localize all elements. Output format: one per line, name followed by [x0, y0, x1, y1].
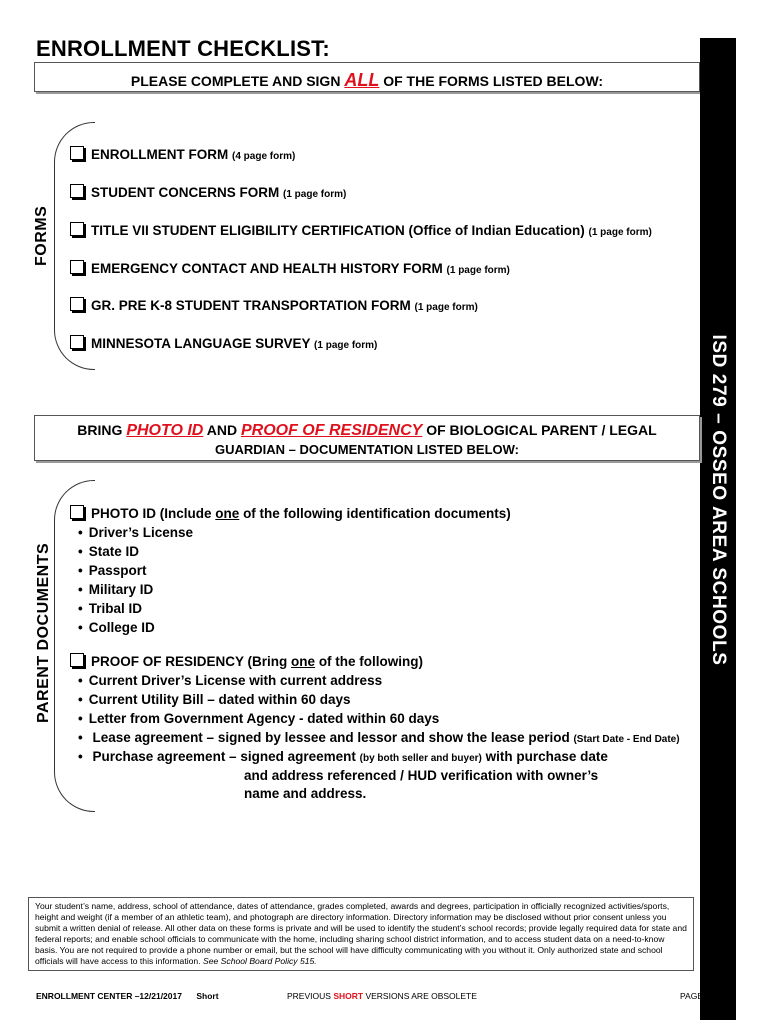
form-item-note: (1 page form) [588, 227, 652, 238]
notice-policy: See School Board Policy 515. [202, 956, 317, 966]
form-item-note: (1 page form) [314, 340, 378, 351]
form-item-label: EMERGENCY CONTACT AND HEALTH HISTORY FORM [91, 261, 443, 276]
footer-center-pre: PREVIOUS [287, 991, 331, 1001]
form-item-note: (1 page form) [283, 189, 347, 200]
form-item-emergency-contact[interactable] [70, 260, 510, 276]
form-item-student-concerns[interactable] [70, 184, 346, 200]
checkbox-icon[interactable] [70, 505, 84, 519]
banner-pre: BRING [77, 422, 123, 438]
form-item-transportation[interactable] [70, 297, 478, 313]
page-title: ENROLLMENT CHECKLIST: [36, 36, 330, 61]
form-item-label: STUDENT CONCERNS FORM [91, 185, 280, 200]
footer-center-emph: SHORT [333, 991, 364, 1001]
proof-of-residency-item[interactable] [70, 653, 423, 669]
checkbox-icon[interactable] [70, 335, 84, 349]
residency-pre: PROOF OF RESIDENCY (Bring [91, 654, 288, 669]
footer-enrollment-center: ENROLLMENT CENTER –12/21/2017 [36, 991, 182, 1001]
form-item-label: TITLE VII STUDENT ELIGIBILITY CERTIFICATION (Office of Indian Education) [91, 223, 585, 238]
form-item-note: (1 page form) [446, 265, 510, 276]
purchase-note: (by both seller and buyer) [359, 753, 482, 764]
footer-short-tag: Short [196, 991, 219, 1001]
form-item-label: MINNESOTA LANGUAGE SURVEY [91, 336, 311, 351]
footer-center [287, 991, 477, 1001]
checkbox-icon[interactable] [70, 146, 84, 160]
photo-id-pre: PHOTO ID (Include [91, 506, 212, 521]
forms-section-label: FORMS [33, 205, 50, 266]
directory-information-notice [28, 897, 694, 971]
form-item-label: GR. PRE K-8 STUDENT TRANSPORTATION FORM [91, 298, 411, 313]
purchase-text2: with purchase date [485, 749, 608, 764]
purchase-text: Purchase agreement – signed agreement [92, 749, 356, 764]
photo-id-post: of the following identification documents) [243, 506, 511, 521]
list-item: • Driver’s License [78, 525, 193, 540]
instruction-emphasis: ALL [344, 70, 380, 90]
lease-agreement-item [78, 730, 680, 745]
parent-documents-banner [34, 415, 700, 461]
list-item: • Current Utility Bill – dated within 60 days [78, 692, 351, 707]
form-item-label: ENROLLMENT FORM [91, 147, 229, 162]
checkbox-icon[interactable] [70, 184, 84, 198]
photo-id-one: one [215, 506, 240, 521]
photo-id-item[interactable] [70, 505, 511, 521]
banner-line2: GUARDIAN – DOCUMENTATION LISTED BELOW: [214, 442, 520, 457]
checkbox-icon[interactable] [70, 222, 84, 236]
list-item: • Military ID [78, 582, 153, 597]
form-item-note: (1 page form) [414, 302, 478, 313]
page-number: PAGE 1 OF 1 [680, 991, 732, 1001]
lease-text: Lease agreement – signed by lessee and lessor and show the lease period [92, 730, 570, 745]
banner-photo-id: PHOTO ID [126, 422, 204, 439]
parent-docs-section-label: PARENT DOCUMENTS [35, 542, 52, 723]
list-item: • Passport [78, 563, 147, 578]
checkbox-icon[interactable] [70, 653, 84, 667]
purchase-agreement-item [78, 749, 608, 764]
residency-one: one [291, 654, 316, 669]
lease-note: (Start Date - End Date) [573, 734, 680, 745]
list-item: • Current Driver’s License with current address [78, 673, 382, 688]
instruction-pre: PLEASE COMPLETE AND SIGN [130, 73, 341, 89]
instruction-banner [34, 62, 700, 92]
footer-left [36, 991, 219, 1001]
checkbox-icon[interactable] [70, 297, 84, 311]
purchase-line2: and address referenced / HUD verification with owner’s [244, 768, 599, 783]
form-item-note: (4 page form) [232, 151, 296, 162]
banner-proof-of-residency: PROOF OF RESIDENCY [240, 422, 423, 439]
form-item-title-vii[interactable] [70, 222, 652, 238]
residency-post: of the following) [318, 654, 424, 669]
instruction-post: OF THE FORMS LISTED BELOW: [383, 73, 604, 89]
list-item: • State ID [78, 544, 139, 559]
purchase-line3: name and address. [244, 786, 367, 801]
form-item-enrollment[interactable] [70, 146, 295, 162]
district-sidebar-label: ISD 279 – OSSEO AREA SCHOOLS [708, 334, 729, 666]
list-item: • College ID [78, 620, 155, 635]
banner-mid: AND [206, 422, 238, 438]
checkbox-icon[interactable] [70, 260, 84, 274]
notice-text: Your student’s name, address, school of attendance, dates of attendance, grades completed, awards and degrees, participation in officially recognized activities/sports, height and weight (if a member of an athletic team), and photograph are directory information. Directory information may be disclosed without prior consent unless you submit a written denial of release. All other data on these forms is private and will be used to identify the student’s school records; provide legally required data for state and federal reports; and enable school officials to communicate with the home, including sharing school district information, and to access student data on a need-to-know basis. You are not required to provide a phone number or email, but the school will have difficulty communicating with you without it. Only authorized state and school officials will have access to this information. [35, 901, 687, 966]
list-item: • Letter from Government Agency - dated within 60 days [78, 711, 439, 726]
footer-center-post: VERSIONS ARE OBSOLETE [365, 991, 477, 1001]
banner-post: OF BIOLOGICAL PARENT / LEGAL [426, 422, 657, 438]
list-item: • Tribal ID [78, 601, 142, 616]
form-item-language-survey[interactable] [70, 335, 377, 351]
